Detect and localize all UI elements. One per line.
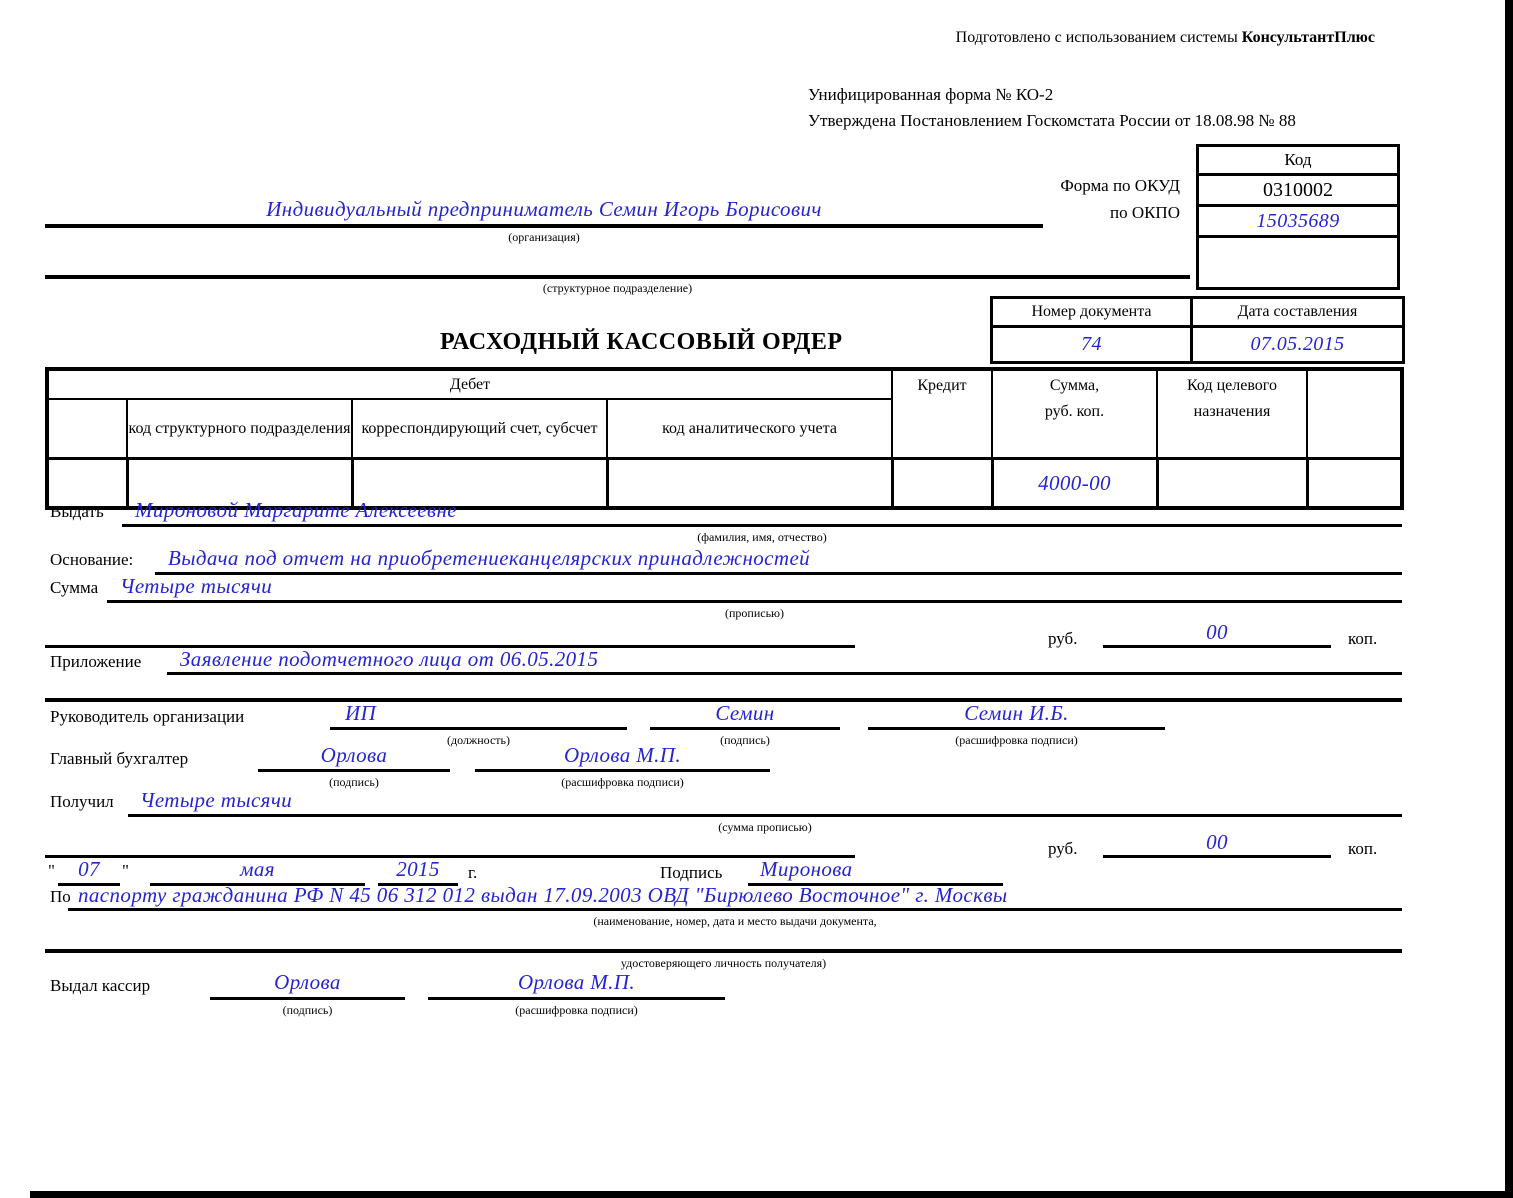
prepared-note <box>700 29 1375 47</box>
head-signature-line <box>650 727 840 730</box>
received-value[interactable]: Четыре тысячи <box>140 788 293 812</box>
kop-label-2: коп. <box>1348 839 1378 858</box>
head-signature-caption: (подпись) <box>720 733 770 747</box>
purpose-header-line1: Код целевого <box>1187 377 1277 394</box>
cashier-name-value[interactable]: Орлова М.П. <box>517 970 636 994</box>
cashier-name-caption: (расшифровка подписи) <box>515 1003 638 1017</box>
sum-header-line2: руб. коп. <box>1044 403 1105 420</box>
head-signature-value[interactable]: Семин <box>715 701 775 725</box>
doc-date-value-cell[interactable]: 07.05.2015 <box>1192 327 1404 363</box>
issue-label: Выдать <box>50 502 104 521</box>
code-header-cell: Код <box>1198 146 1399 175</box>
form-title-note: Унифицированная форма № КО-2 <box>808 85 1054 104</box>
debit-subheader-empty-cell <box>47 399 127 459</box>
date-year-suffix: г. <box>468 863 478 882</box>
cashier-name-line <box>428 997 725 1000</box>
debit-cell-1[interactable] <box>47 459 127 509</box>
passport-caption-2: удостоверяющего личность получателя) <box>620 956 827 970</box>
attachment-label: Приложение <box>50 652 142 671</box>
organization-line <box>45 224 1043 228</box>
debit-header-cell: Дебет <box>47 369 892 399</box>
organization-caption: (организация) <box>508 230 580 244</box>
basis-line <box>155 572 1402 575</box>
recipient-signature-label: Подпись <box>660 863 723 882</box>
purpose-code-cell[interactable] <box>1157 459 1307 509</box>
kop-line-2 <box>1103 855 1331 858</box>
head-name-caption: (расшифровка подписи) <box>955 733 1078 747</box>
structural-unit-caption: (структурное подразделение) <box>542 281 693 295</box>
code-empty-cell[interactable] <box>1198 237 1399 289</box>
cashier-signature-caption: (подпись) <box>282 1003 333 1017</box>
reserve-header-cell <box>1307 369 1402 459</box>
received-line <box>128 814 1402 817</box>
kop-value-1[interactable]: 00 <box>1206 620 1228 644</box>
issue-caption: (фамилия, имя, отчество) <box>697 530 827 544</box>
head-position-value[interactable]: ИП <box>345 701 377 725</box>
page-edge-bottom <box>30 1191 1513 1198</box>
doc-number-value-cell[interactable]: 74 <box>992 327 1192 363</box>
received-label: Получил <box>50 792 114 811</box>
cashier-signature-value[interactable]: Орлова <box>274 970 341 994</box>
sum-header-cell <box>992 369 1157 459</box>
cashier-label: Выдал кассир <box>50 976 151 995</box>
debit-credit-table <box>45 367 1404 510</box>
attachment-line <box>167 672 1402 675</box>
date-year-value[interactable]: 2015 <box>396 857 440 881</box>
rub-label-2: руб. <box>1048 839 1078 858</box>
sum-words-value[interactable]: Четыре тысячи <box>120 574 273 598</box>
sum-value-cell[interactable]: 4000-00 <box>992 459 1157 509</box>
doc-number-table <box>990 296 1405 364</box>
passport-label: По <box>50 887 71 906</box>
page-edge-right <box>1505 0 1513 1198</box>
struct-unit-header-cell: код структурного подразделения <box>127 399 352 459</box>
head-name-value[interactable]: Семин И.Б. <box>964 701 1069 725</box>
passport-line <box>68 908 1402 911</box>
purpose-header-cell <box>1157 369 1307 459</box>
doc-date-header-cell: Дата составления <box>1192 298 1404 327</box>
code-box-table <box>1196 144 1400 290</box>
okud-label: Форма по ОКУД <box>1060 176 1180 195</box>
kop-value-2[interactable]: 00 <box>1206 830 1228 854</box>
credit-header-cell: Кредит <box>892 369 992 459</box>
analytic-code-cell[interactable] <box>607 459 892 509</box>
credit-cell[interactable] <box>892 459 992 509</box>
accountant-signature-line <box>258 769 450 772</box>
received-caption: (сумма прописью) <box>718 820 812 834</box>
issue-line <box>122 524 1402 527</box>
attachment-value[interactable]: Заявление подотчетного лица от 06.05.2015 <box>180 647 599 671</box>
cashier-signature-line <box>210 997 405 1000</box>
kop-line-1 <box>1103 645 1331 648</box>
doc-number-header-cell: Номер документа <box>992 298 1192 327</box>
rub-label-1: руб. <box>1048 629 1078 648</box>
passport-caption-1: (наименование, номер, дата и место выдачи документа, <box>593 914 877 928</box>
sum-header-line1: Сумма, <box>1049 377 1100 394</box>
date-month-value[interactable]: мая <box>240 857 275 881</box>
kop-label-1: коп. <box>1348 629 1378 648</box>
sum-words-caption: (прописью) <box>724 606 785 620</box>
form-approved-note: Утверждена Постановлением Госкомстата России от 18.08.98 № 88 <box>808 111 1296 130</box>
basis-value[interactable]: Выдача под отчет на приобретениеканцелярских принадлежностей <box>168 546 811 570</box>
reserve-cell[interactable] <box>1307 459 1402 509</box>
date-open-quote: " <box>48 861 55 880</box>
head-label: Руководитель организации <box>50 707 245 726</box>
document-title: РАСХОДНЫЙ КАССОВЫЙ ОРДЕР <box>440 329 843 355</box>
accountant-signature-value[interactable]: Орлова <box>320 743 388 767</box>
sum-words-line <box>107 600 1402 603</box>
head-position-line <box>330 727 627 730</box>
corr-account-header-cell: корреспондирующий счет, субсчет <box>352 399 607 459</box>
passport-line-2[interactable] <box>45 949 1402 953</box>
analytic-code-header-cell: код аналитического учета <box>607 399 892 459</box>
date-close-quote: " <box>122 861 129 880</box>
accountant-label: Главный бухгалтер <box>50 749 189 768</box>
accountant-name-line <box>475 769 770 772</box>
prepared-note-prefix: Подготовлено с использованием системы <box>955 29 1242 46</box>
passport-value[interactable]: паспорту гражданина РФ N 45 06 312 012 выдан 17.09.2003 ОВД "Бирюлево Восточное" г. Москвы <box>78 883 1008 907</box>
basis-label: Основание: <box>50 550 134 569</box>
okpo-label: по ОКПО <box>1109 203 1180 222</box>
organization-value[interactable]: Индивидуальный предприниматель Семин Игорь Борисович <box>266 197 822 221</box>
head-name-line <box>868 727 1165 730</box>
accountant-name-caption: (расшифровка подписи) <box>561 775 684 789</box>
recipient-signature-value[interactable]: Миронова <box>760 857 853 881</box>
okpo-value-cell[interactable]: 15035689 <box>1198 206 1399 237</box>
accountant-name-value[interactable]: Орлова М.П. <box>563 743 682 767</box>
structural-unit-line[interactable] <box>45 275 1190 279</box>
sum-words-label: Сумма <box>50 578 99 597</box>
issue-value[interactable]: Мироновой Маргарите Алексеевне <box>135 498 458 522</box>
accountant-signature-caption: (подпись) <box>329 775 379 789</box>
head-position-caption: (должность) <box>447 733 510 747</box>
okud-value-cell[interactable]: 0310002 <box>1198 175 1399 206</box>
date-day-value[interactable]: 07 <box>78 857 100 881</box>
prepared-note-brand: КонсультантПлюс <box>1241 29 1375 46</box>
purpose-header-line2: назначения <box>1193 403 1271 420</box>
